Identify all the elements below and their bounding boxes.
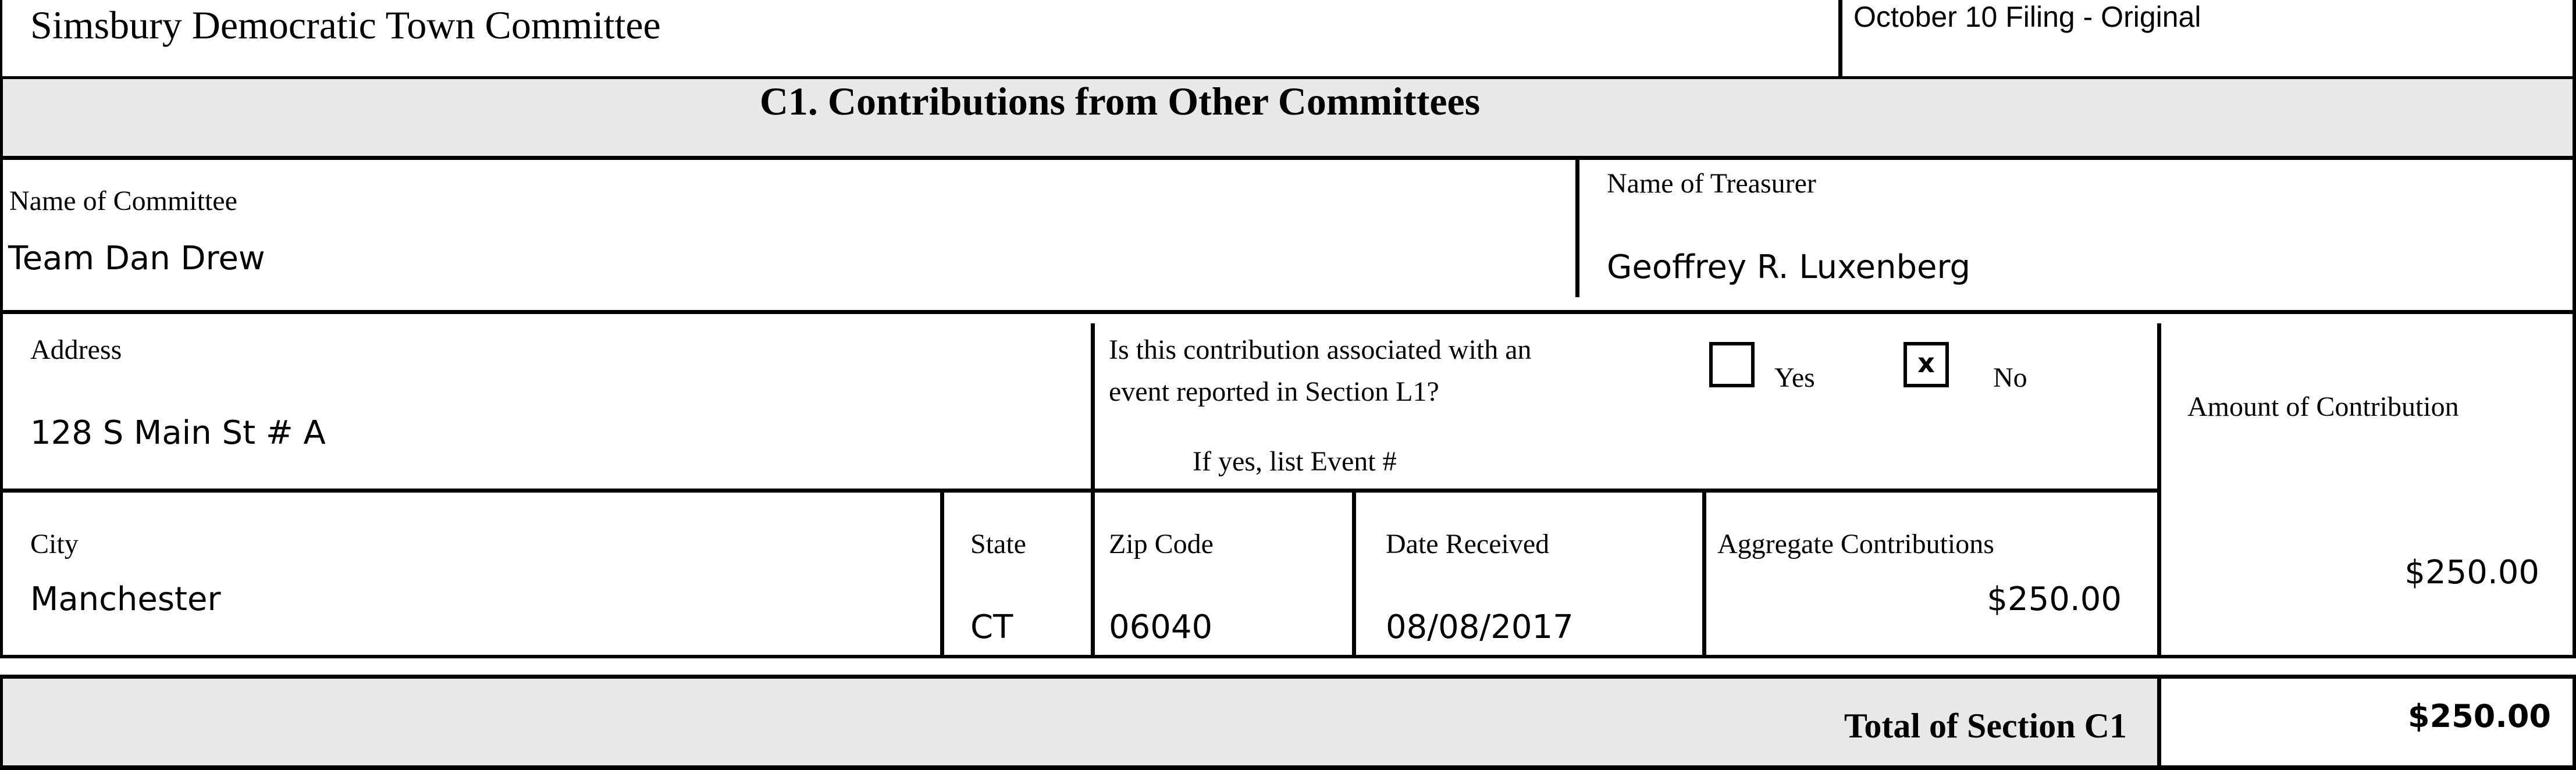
section-band-bottom	[0, 156, 2576, 160]
city-value: Manchester	[30, 580, 221, 618]
amount-value: $250.00	[2404, 554, 2539, 591]
row1-right	[2573, 158, 2576, 313]
treasurer-label: Name of Treasurer	[1607, 168, 1816, 199]
total-value: $250.00	[2408, 698, 2551, 735]
city-divider	[940, 491, 944, 658]
event-list-label: If yes, list Event #	[1193, 446, 1397, 477]
committee-name-value: Team Dan Drew	[8, 240, 265, 277]
total-band-top	[0, 675, 2576, 679]
row1-bottom	[0, 310, 2576, 314]
address-label: Address	[30, 334, 122, 365]
row2-left	[0, 313, 3, 658]
row3-bottom	[0, 655, 2576, 658]
header-right-border	[2573, 0, 2576, 78]
total-band-bottom	[0, 765, 2576, 770]
zip-divider	[1352, 491, 1356, 658]
state-value: CT	[970, 608, 1013, 646]
yes-label: Yes	[1774, 362, 1815, 393]
zip-label: Zip Code	[1109, 529, 1214, 559]
event-question-line1: Is this contribution associated with an	[1109, 334, 1532, 365]
city-label: City	[30, 529, 79, 559]
section-title: C1. Contributions from Other Committees	[759, 79, 1481, 123]
filing-label: October 10 Filing - Original	[1853, 1, 2201, 33]
yes-checkbox[interactable]	[1709, 342, 1755, 387]
no-label: No	[1993, 362, 2027, 393]
aggregate-value: $250.00	[1987, 580, 2122, 618]
row1-divider	[1575, 158, 1579, 297]
date-label: Date Received	[1386, 529, 1550, 559]
header-divider	[1838, 0, 1842, 78]
date-divider	[1702, 491, 1706, 658]
row2-mid-line	[0, 489, 2161, 493]
event-question-line2: event reported in Section L1?	[1109, 376, 1439, 407]
total-label: Total of Section C1	[1844, 707, 2127, 745]
section-band-right	[2573, 76, 2576, 158]
row2-right	[2573, 313, 2576, 658]
committee-title: Simsbury Democratic Town Committee	[30, 3, 661, 47]
zip-value: 06040	[1109, 608, 1213, 646]
total-band-divider	[2157, 675, 2161, 770]
total-band-right	[2573, 675, 2576, 770]
treasurer-value: Geoffrey R. Luxenberg	[1607, 248, 1971, 286]
aggregate-label: Aggregate Contributions	[1717, 529, 1994, 559]
state-label: State	[970, 529, 1026, 559]
header-left-border	[0, 0, 2, 78]
no-checkbox[interactable]: x	[1903, 342, 1949, 387]
address-value: 128 S Main St # A	[30, 414, 326, 452]
total-band-left	[0, 675, 3, 770]
date-value: 08/08/2017	[1386, 608, 1574, 646]
name-of-committee-label: Name of Committee	[9, 186, 237, 216]
row1-left	[0, 158, 3, 313]
amount-label: Amount of Contribution	[2187, 391, 2459, 422]
